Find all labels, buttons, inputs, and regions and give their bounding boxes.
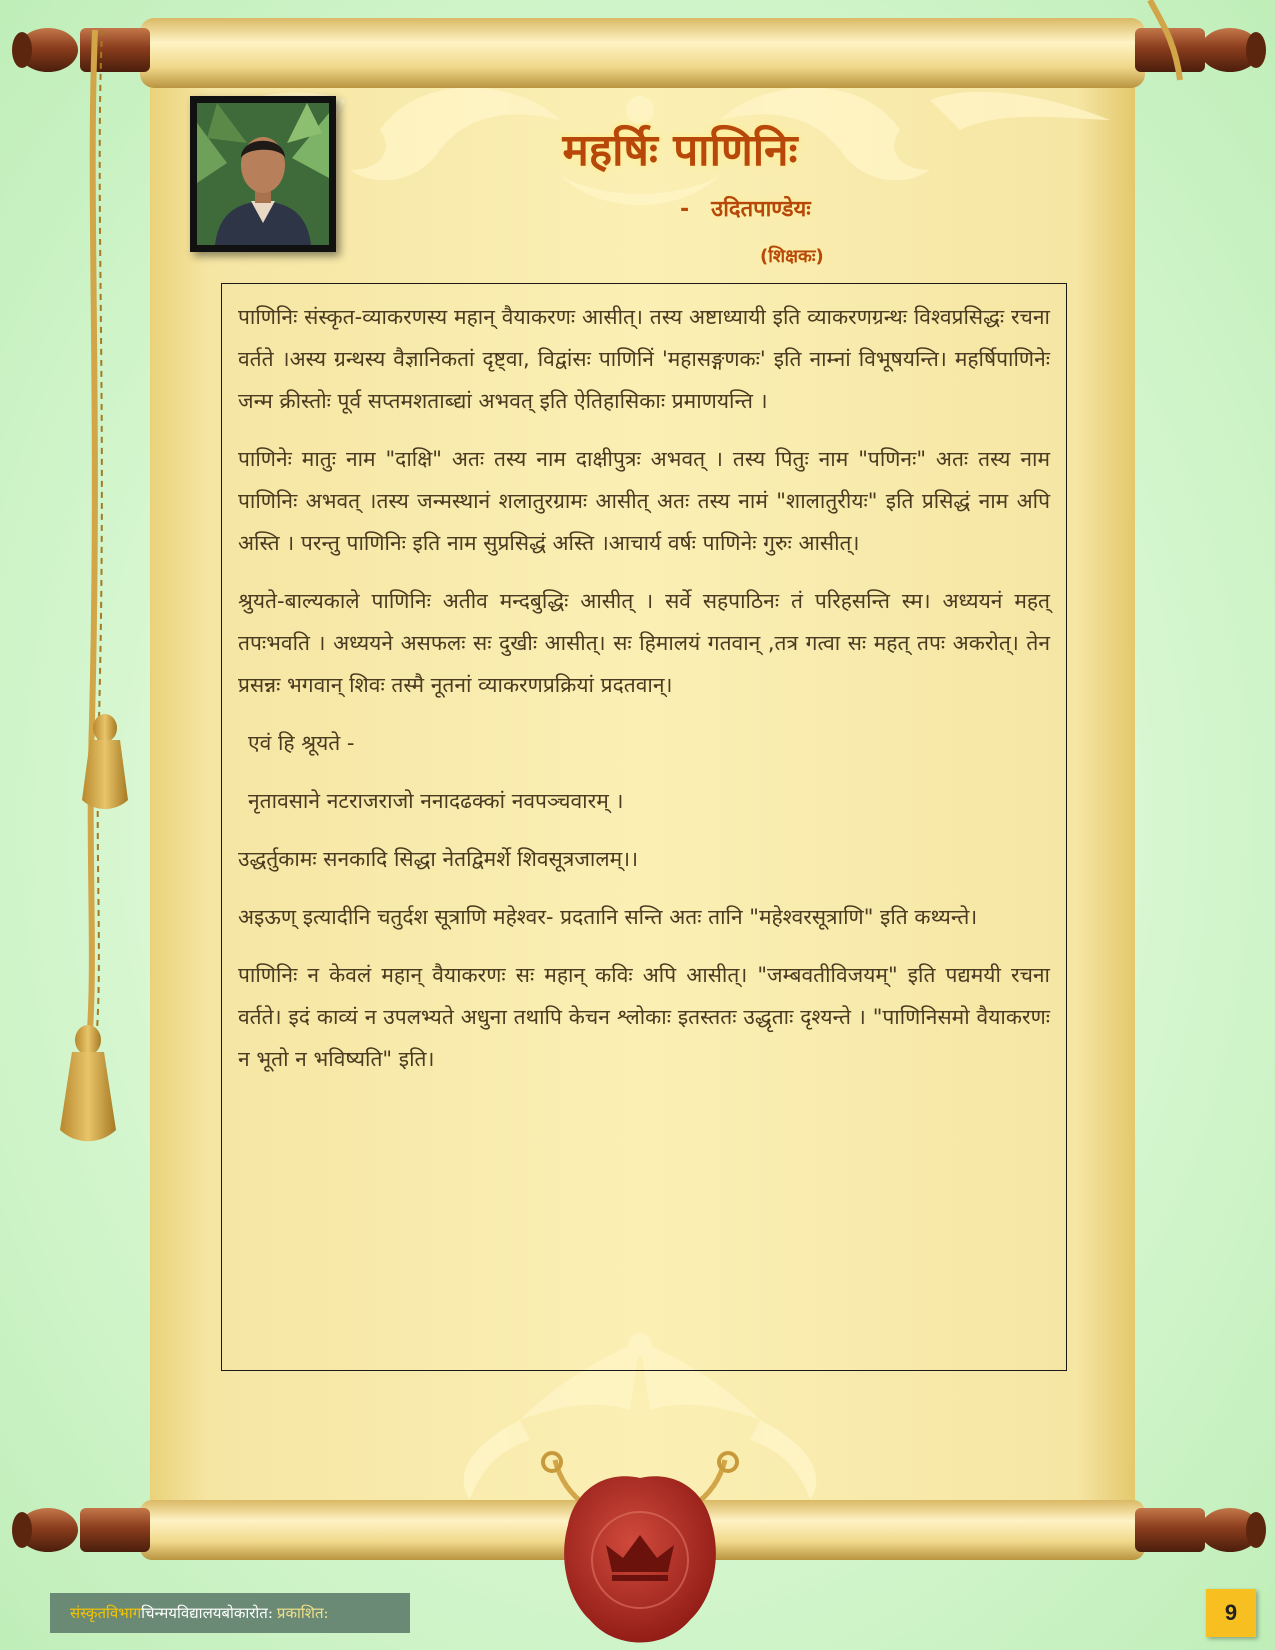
paragraph: पाणिनिः न केवलं महान् वैयाकरणः सः महान् कविः अपि आसीत्। "जम्बवतीविजयम्" इति पद्यमयी रचना वर्तते। इदं काव्यं न उपलभ्यते अधुना तथापि केचन श्लोकाः इतस्ततः उद्धृताः दृश्यन्ते । "पाणिनिसमो वैयाकरणः न भूतो न भविष्यति" इति। [238,963,1050,1071]
footer-publisher [50,1593,410,1633]
handle-top-left [12,28,150,72]
footer-department: संस्कृतविभाग [70,1604,142,1622]
paragraph: पाणिनिः संस्कृत-व्याकरणस्य महान् वैयाकरणः आसीत्। तस्य अष्टाध्यायी इति व्याकरणग्रन्थः विश्वप्रसिद्धः रचना वर्तते ।अस्य ग्रन्थस्य वैज्ञानिकतां दृष्ट्वा, विद्वांसः पाणिनिं 'महासङ्गणकः' इति नाम्नां विभूषयन्ति। महर्षिपाणिनेः जन्म क्रीस्तोः पूर्व सप्तमशताब्द्यां अभवत् इति ऐतिहासिकाः प्रमाणयन्ति । [238,305,1050,413]
handle-bottom-left [12,1508,150,1552]
author-photo [190,96,336,252]
handle-top-right [1135,28,1266,72]
author-dash: - [680,197,690,222]
author-portrait-icon [197,103,329,245]
tassel-lower [60,1025,116,1141]
verse-line: उद्धर्तुकामः सनकादि सिद्धा नेतद्विमर्शे शिवसूत्रजालम्।। [238,847,639,871]
paragraph: अइऊण् इत्यादीनि चतुर्दश सूत्राणि महेश्वर- प्रदतानि सन्ति अतः तानि "महेश्वरसूत्राणि" इति कथ्यन्ते। [238,905,978,929]
article-body [221,283,1067,1371]
author-line [680,193,811,223]
footer-school: चिन्मयविद्यालयबोकारोत: [141,1604,273,1622]
paragraph: पाणिनेः मातुः नाम "दाक्षि" अतः तस्य नाम दाक्षीपुत्रः अभवत् । तस्य पितुः नाम "पणिनः" अतः तस्य नाम पाणिनिः अभवत् ।तस्य जन्मस्थानं शलातुरग्रामः आसीत् अतः तस्य नामं "शालातुरीयः" इति प्रसिद्धं नाम अपि अस्ति । परन्तु पाणिनिः इति नाम सुप्रसिद्धं अस्ति ।आचार्य वर्षः पाणिनेः गुरुः आसीत्। [238,447,1050,555]
rope-left [90,30,102,1030]
author-name: उदितपाण्डेयः [711,197,811,222]
footer-published: प्रकाशित: [276,1604,329,1622]
top-roll [140,18,1145,88]
page-number: 9 [1206,1589,1256,1637]
verse-line: नृतावसाने नटराजराजो ननादढक्कां नवपञ्चवारम् । [248,789,624,813]
page-title: महर्षिः पाणिनिः [562,125,798,176]
verse-intro: एवं हि श्रूयते - [248,731,355,755]
handle-bottom-right [1135,1508,1266,1552]
wax-seal-icon [564,1476,716,1642]
paragraph: श्रुयते-बाल्यकाले पाणिनिः अतीव मन्दबुद्धिः आसीत् । सर्वे सहपाठिनः तं परिहसन्ति स्म। अध्ययनं महत् तपःभवति । अध्ययने असफलः सः दुखीः आसीत्। सः हिमालयं गतवान् ,तत्र गत्वा सः महत् तपः अकरोत्। तेन प्रसन्नः भगवान् शिवः तस्मै नूतनां व्याकरणप्रक्रियां प्रदतवान्। [238,589,1050,697]
author-role: (शिक्षकः) [760,246,824,267]
